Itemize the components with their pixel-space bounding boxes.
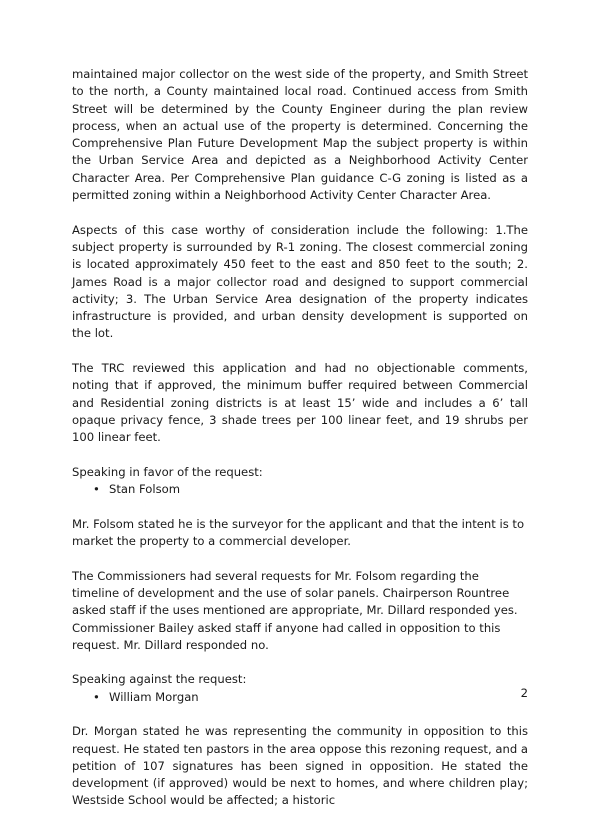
paragraph-commissioners-questions: The Commissioners had several requests for Mr. Folsom regarding the timeline of development and the use of solar panels. Chairperson Rountree asked staff if the uses mentioned are appropriate, Mr. Dillard responded yes. Commissioner Bailey asked staff if anyone had called in opposition to this request. Mr. Dillard responded no. [72, 568, 518, 652]
paragraph-considerations: Aspects of this case worthy of consideration include the following: 1.The subject property is surrounded by R-1 zoning. The closest commercial zoning is located approximately 450 feet to the east and 850 feet to the south; 2. James Road is a major collector road and designed to support commercial activity; 3. The Urban Service Area designation of the property indicates infrastructure is provided, and urban density development is supported on the lot. [72, 222, 528, 341]
document-page [72, 66, 528, 827]
page-number: 2 [520, 686, 528, 700]
speaker-name: Stan Folsom [109, 482, 181, 497]
bullet-icon: • [93, 689, 100, 704]
favor-speakers-list [72, 481, 528, 498]
speaker-name: William Morgan [109, 689, 199, 704]
list-item [93, 689, 528, 706]
paragraph-morgan-statement: Dr. Morgan stated he was representing the community in opposition to this request. He stated ten pastors in the area oppose this rezoning request, and a petition of 107 signatures has been signed in opposition. He stated the development (if approved) would be next to homes, and where children play; Westside School would be affected; a historic [72, 724, 528, 808]
paragraph-access-and-comprehensive-plan: maintained major collector on the west side of the property, and Smith Street to the north, a County maintained local road. Continued access from Smith Street will be determined by the County Engineer during the plan review process, when an actual use of the property is determined. Concerning the Comprehensive Plan Future Development Map the subject property is within the Urban Service Area and depicted as a Neighborhood Activity Center Character Area. Per Comprehensive Plan guidance C-G zoning is listed as a permitted zoning within a Neighborhood Activity Center Character Area. [72, 67, 528, 203]
against-speakers-list [72, 689, 528, 706]
paragraph-speaking-in-favor: Speaking in favor of the request: [72, 464, 263, 479]
paragraph-trc-review: The TRC reviewed this application and had no objectionable comments, noting that if approved, the minimum buffer required between Commercial and Residential zoning districts is at least 15’ wide and includes a 6’ tall opaque privacy fence, 3 shade trees per 100 linear feet, and 19 shrubs per 100 linear feet. [72, 361, 528, 445]
list-item [93, 481, 528, 498]
bullet-icon: • [93, 482, 100, 497]
paragraph-speaking-against: Speaking against the request: [72, 672, 247, 687]
paragraph-folsom-statement: Mr. Folsom stated he is the surveyor for the applicant and that the intent is to market the property to a commercial developer. [72, 516, 525, 549]
